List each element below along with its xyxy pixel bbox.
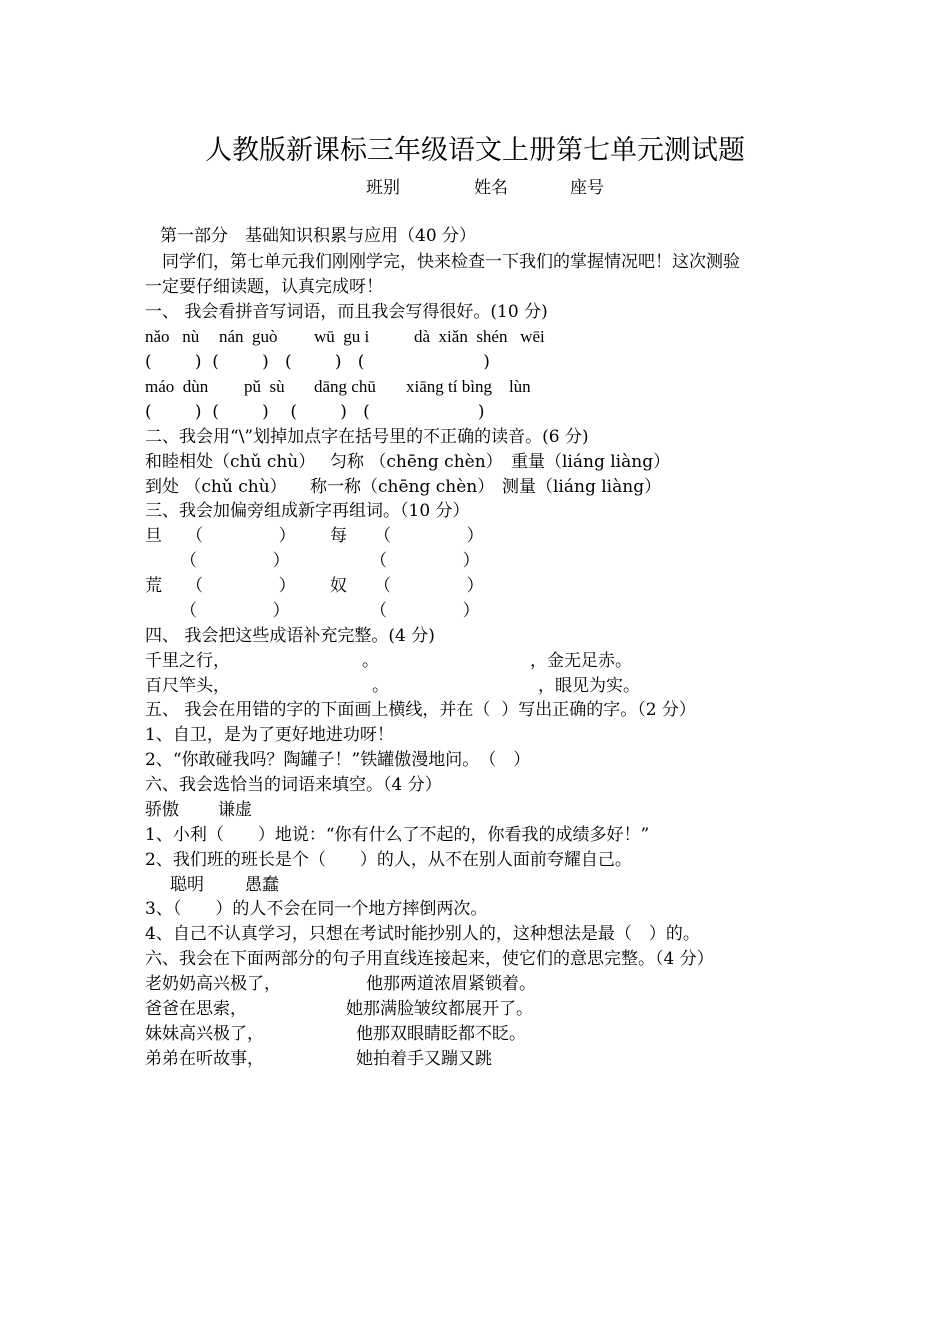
q3-blank: （ ） [370,551,480,571]
q3-blank: （ ） [180,601,290,621]
q1-answer-row-2: ( ) ( ) ( ) ( ) [145,402,485,422]
q4-line-2-period: 。 [372,676,389,696]
q1-pinyin-8: xiāng tí bìng lùn [406,377,531,396]
q3-char-1: 旦 [145,526,162,546]
q3-blank: （ ） [186,526,296,546]
q6-heading: 六、我会选恰当的词语来填空。（4 分） [145,775,442,795]
q7-heading: 六、我会在下面两部分的句子用直线连接起来，使它们的意思完整。（4 分） [145,949,714,969]
intro-line-2: 一定要仔细读题，认真完成呀！ [145,277,383,297]
q6-choice: 聪明 [170,875,204,895]
q3-blank: （ ） [370,601,480,621]
q3-char-4: 奴 [330,576,347,596]
intro-line-1: 同学们，第七单元我们刚刚学完，快来检查一下我们的掌握情况吧！这次测验 [162,252,740,272]
q1-pinyin-5: máo dùn [145,377,209,396]
q7-left-4: 弟弟在听故事， [145,1049,264,1069]
q2-item-4: 到处 （chǔ chù） [145,477,287,497]
q6-item-4: 4、自己不认真学习，只想在考试时能抄别人的，这种想法是最（ ）的。 [145,924,700,944]
q4-heading: 四、 我会把这些成语补充完整。(4 分) [145,626,435,646]
q1-pinyin-6: pǔ sù [244,377,285,396]
q1-pinyin-7: dāng chū [314,377,376,396]
q1-answer-row-1: ( ) ( ) ( ) ( ) [145,352,490,372]
q4-line-2-start: 百尺竿头， [145,676,230,696]
q2-item-1: 和睦相处（chǔ chù） [145,452,316,472]
q4-line-1-end: ，金无足赤。 [530,651,632,671]
q7-right-1: 他那两道浓眉紧锁着。 [366,974,536,994]
q6-choice: 愚蠢 [245,875,279,895]
q1-heading: 一、 我会看拼音写词语，而且我会写得很好。(10 分) [145,302,548,322]
q6-item-1: 1、小利（ ）地说：“你有什么了不起的，你看我的成绩多好！” [145,825,650,845]
q7-left-2: 爸爸在思索， [145,999,247,1019]
q6-item-2: 2、我们班的班长是个（ ）的人，从不在别人面前夸耀自己。 [145,850,632,870]
class-field-label: 班别 [366,178,400,198]
seat-field-label: 座号 [570,178,604,198]
q1-pinyin-1: nǎo nù [145,327,200,346]
q4-line-2-end: ，眼见为实。 [538,676,640,696]
q3-blank: （ ） [374,526,484,546]
q3-blank: （ ） [186,576,296,596]
q1-pinyin-4: dà xiǎn shén wēi [414,327,545,346]
q7-right-2: 她那满脸皱纹都展开了。 [346,999,533,1019]
page-title: 人教版新课标三年级语文上册第七单元测试题 [205,135,745,166]
q5-heading: 五、 我会在用错的字的下面画上横线，并在（ ）写出正确的字。（2 分） [145,700,696,720]
q1-pinyin-2: nán guò [219,327,278,346]
q7-left-3: 妹妹高兴极了， [145,1024,264,1044]
q7-right-3: 他那双眼睛眨都不眨。 [356,1024,526,1044]
q3-blank: （ ） [374,576,484,596]
q3-heading: 三、我会加偏旁组成新字再组词。（10 分） [145,501,470,521]
q6-choice: 谦虚 [218,800,252,820]
q2-heading: 二、我会用“\”划掉加点字在括号里的不正确的读音。(6 分) [145,427,589,447]
q3-blank: （ ） [180,551,290,571]
q2-item-2: 匀称 （chēng chèn） [330,452,503,472]
q2-item-6: 测量（liáng liàng） [502,477,662,497]
part1-heading: 第一部分 基础知识积累与应用（40 分） [160,226,477,246]
q2-item-3: 重量（liáng liàng） [511,452,671,472]
q5-item-2: 2、“你敢碰我吗？陶罐子！”铁罐傲漫地问。 （ ） [145,750,531,770]
q3-char-3: 荒 [145,576,162,596]
q1-pinyin-3: wū gu i [314,327,370,346]
q4-line-1-start: 千里之行， [145,651,230,671]
q5-item-1: 1、自卫，是为了更好地进功呀！ [145,725,394,745]
q6-choice: 骄傲 [145,800,179,820]
q6-item-3: 3、（ ）的人不会在同一个地方摔倒两次。 [145,899,488,919]
q2-item-5: 称一称（chēng chèn） [310,477,495,497]
name-field-label: 姓名 [474,178,508,198]
q4-line-1-period: 。 [362,651,379,671]
q7-right-4: 她拍着手又蹦又跳 [356,1049,492,1069]
q7-left-1: 老奶奶高兴极了， [145,974,281,994]
q3-char-2: 每 [330,526,347,546]
